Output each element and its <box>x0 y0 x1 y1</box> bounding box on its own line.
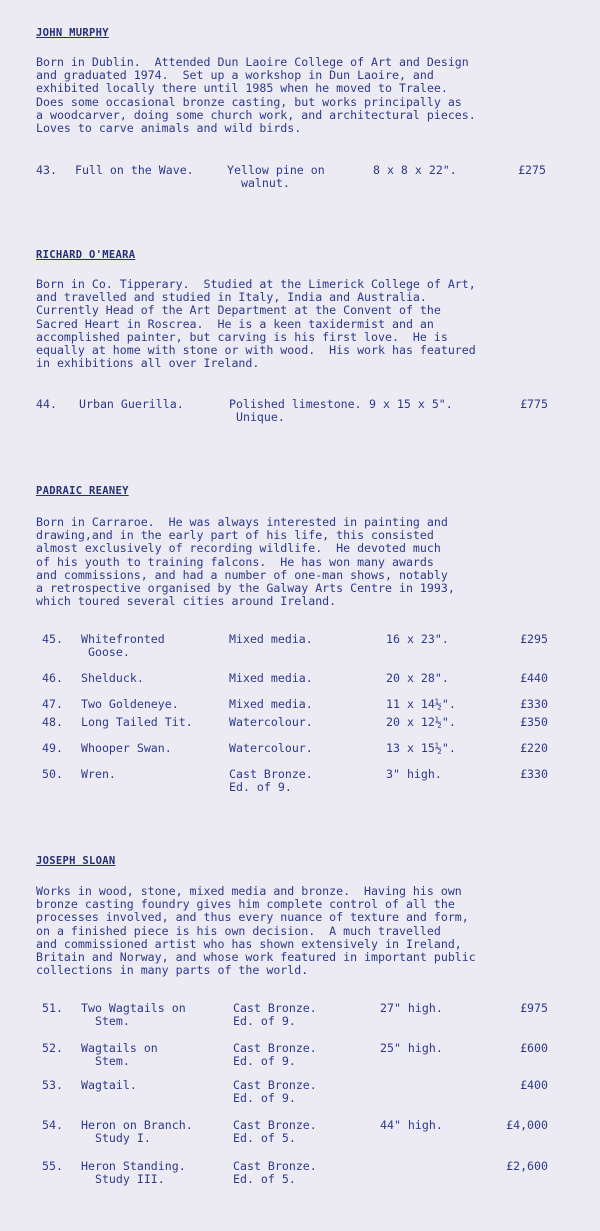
bio-line: accomplished painter, but carving is his first love. He is <box>36 329 448 344</box>
work-title-line: Wren. <box>81 767 116 781</box>
work-medium <box>233 1079 317 1106</box>
work-medium-line: Mixed media. <box>229 632 313 646</box>
artist-name: JOHN MURPHY <box>36 27 109 39</box>
work-medium-line: Watercolour. <box>229 741 313 755</box>
bio-line: bronze casting foundry gives him complete control of all the <box>36 897 455 912</box>
artist-bio <box>36 56 566 135</box>
work-medium-line: Mixed media. <box>229 671 313 685</box>
work-number: 53. <box>42 1078 63 1092</box>
work-number: 51. <box>42 1001 63 1015</box>
work-medium-line: Ed. of 9. <box>229 780 292 795</box>
work-number: 47. <box>42 697 63 711</box>
artist-bio <box>36 885 566 977</box>
work-medium <box>233 1042 317 1069</box>
work-title-line: Long Tailed Tit. <box>81 715 193 729</box>
work-medium-line: Ed. of 9. <box>233 1091 296 1106</box>
work-number: 55. <box>42 1159 63 1173</box>
bio-line: a retrospective organised by the Galway Arts Centre in 1993, <box>36 581 455 596</box>
artist-bio <box>36 278 566 370</box>
work-title <box>81 742 172 755</box>
work-medium <box>229 716 313 729</box>
bio-line: and travelled and studied in Italy, India and Australia. <box>36 290 427 305</box>
bio-line: Currently Head of the Art Department at the Convent of the <box>36 303 441 318</box>
work-price: £600 <box>520 1041 548 1055</box>
work-medium <box>229 698 313 711</box>
work-medium <box>227 164 325 191</box>
artist-bio <box>36 516 566 608</box>
artist-name: PADRAIC REANEY <box>36 485 129 497</box>
artist-name: JOSEPH SLOAN <box>36 855 116 867</box>
bio-line: which toured several cities around Ireland. <box>36 594 337 609</box>
work-title-line: Two Wagtails on <box>81 1001 186 1015</box>
bio-line: and commissioned artist who has shown extensively in Ireland, <box>36 936 462 951</box>
work-title-line: Shelduck. <box>81 671 144 685</box>
work-medium <box>233 1119 317 1146</box>
work-number: 44. <box>36 397 57 411</box>
work-title <box>81 1119 193 1146</box>
bio-line: Sacred Heart in Roscrea. He is a keen taxidermist and an <box>36 316 434 331</box>
work-medium-line: Ed. of 5. <box>233 1172 296 1187</box>
work-price: £400 <box>520 1078 548 1092</box>
work-number: 43. <box>36 163 57 177</box>
work-title-line: Heron on Branch. <box>81 1118 193 1132</box>
work-title <box>81 716 193 729</box>
bio-line: collections in many parts of the world. <box>36 963 309 978</box>
work-title-line: Heron Standing. <box>81 1159 186 1173</box>
work-size: 11 x 14½". <box>386 697 456 711</box>
work-title <box>81 1079 137 1092</box>
work-size: 13 x 15½". <box>386 741 456 755</box>
work-medium-line: Watercolour. <box>229 715 313 729</box>
work-medium <box>229 398 362 425</box>
work-title-line: Wagtails on <box>81 1041 158 1055</box>
work-number: 52. <box>42 1041 63 1055</box>
work-number: 45. <box>42 632 63 646</box>
work-price: £330 <box>520 697 548 711</box>
work-medium <box>233 1160 317 1187</box>
work-title <box>81 768 116 781</box>
work-number: 46. <box>42 671 63 685</box>
work-size: 44" high. <box>380 1118 443 1132</box>
work-title <box>81 1160 186 1187</box>
work-medium-line: Cast Bronze. <box>233 1159 317 1173</box>
bio-line: Loves to carve animals and wild birds. <box>36 121 302 136</box>
work-size: 9 x 15 x 5". <box>369 397 453 411</box>
work-size: 27" high. <box>380 1001 443 1015</box>
bio-line: in exhibitions all over Ireland. <box>36 356 260 371</box>
bio-line: Britain and Norway, and whose work featured in important public <box>36 950 476 965</box>
bio-line: and graduated 1974. Set up a workshop in Dun Laoire, and <box>36 68 434 83</box>
bio-line: processes involved, and thus every nuance of texture and form, <box>36 910 469 925</box>
work-number: 49. <box>42 741 63 755</box>
bio-line: on a finished piece is his own decision. A much travelled <box>36 923 441 938</box>
bio-line: Works in wood, stone, mixed media and bronze. Having his own <box>36 884 462 898</box>
bio-line: almost exclusively of recording wildlife. He devoted much <box>36 541 441 556</box>
work-title-line: Urban Guerilla. <box>79 397 184 411</box>
work-medium-line: Ed. of 5. <box>233 1131 296 1146</box>
work-price: £975 <box>520 1001 548 1015</box>
work-price: £275 <box>518 163 546 177</box>
work-title-line: Goose. <box>81 645 130 660</box>
bio-line: Born in Dublin. Attended Dun Laoire College of Art and Design <box>36 55 469 69</box>
bio-line: equally at home with stone or with wood. His work has featured <box>36 343 476 358</box>
work-medium-line: Mixed media. <box>229 697 313 711</box>
bio-line: Born in Carraroe. He was always interested in painting and <box>36 515 448 529</box>
work-title-line: Full on the Wave. <box>75 163 194 177</box>
work-size: 8 x 8 x 22". <box>373 163 457 177</box>
work-medium-line: Cast Bronze. <box>233 1078 317 1092</box>
work-title-line: Stem. <box>81 1014 130 1029</box>
work-price: £220 <box>520 741 548 755</box>
bio-line: Does some occasional bronze casting, but works principally as <box>36 94 462 109</box>
work-medium <box>229 672 313 685</box>
bio-line: and commissions, and had a number of one-man shows, notably <box>36 567 448 582</box>
work-price: £4,000 <box>506 1118 548 1132</box>
work-medium-line: Cast Bronze. <box>229 767 313 781</box>
work-price: £440 <box>520 671 548 685</box>
work-medium-line: Polished limestone. <box>229 397 362 411</box>
work-medium <box>229 633 313 646</box>
bio-line: Born in Co. Tipperary. Studied at the Limerick College of Art, <box>36 277 476 291</box>
work-medium <box>233 1002 317 1029</box>
work-medium-line: Ed. of 9. <box>233 1014 296 1029</box>
work-title-line: Study III. <box>81 1172 165 1187</box>
work-title <box>81 672 144 685</box>
work-medium <box>229 768 313 795</box>
work-title-line: Study I. <box>81 1131 151 1146</box>
work-title <box>81 1042 158 1069</box>
work-medium-line: Ed. of 9. <box>233 1054 296 1069</box>
work-number: 50. <box>42 767 63 781</box>
work-number: 48. <box>42 715 63 729</box>
work-size: 3" high. <box>386 767 442 781</box>
work-title <box>79 398 184 411</box>
work-size: 20 x 28". <box>386 671 449 685</box>
work-title <box>81 1002 186 1029</box>
work-title <box>81 633 165 660</box>
bio-line: drawing,and in the early part of his life, this consisted <box>36 528 434 543</box>
work-medium-line: Unique. <box>229 410 285 425</box>
work-price: £775 <box>520 397 548 411</box>
work-title-line: Whooper Swan. <box>81 741 172 755</box>
work-title <box>81 698 179 711</box>
work-medium-line: Cast Bronze. <box>233 1001 317 1015</box>
work-number: 54. <box>42 1118 63 1132</box>
work-medium-line: walnut. <box>227 176 290 191</box>
work-price: £330 <box>520 767 548 781</box>
work-medium <box>229 742 313 755</box>
work-medium-line: Cast Bronze. <box>233 1041 317 1055</box>
work-price: £350 <box>520 715 548 729</box>
work-medium-line: Yellow pine on <box>227 163 325 177</box>
work-medium-line: Cast Bronze. <box>233 1118 317 1132</box>
work-title-line: Wagtail. <box>81 1078 137 1092</box>
work-size: 16 x 23". <box>386 632 449 646</box>
artist-name: RICHARD O'MEARA <box>36 249 136 261</box>
work-price: £2,600 <box>506 1159 548 1173</box>
bio-line: of his youth to training falcons. He has won many awards <box>36 554 434 569</box>
bio-line: exhibited locally there until 1985 when he moved to Tralee. <box>36 81 448 96</box>
work-title <box>75 164 194 177</box>
work-title-line: Two Goldeneye. <box>81 697 179 711</box>
bio-line: a woodcarver, doing some church work, and architectural pieces. <box>36 107 476 122</box>
work-price: £295 <box>520 632 548 646</box>
work-title-line: Stem. <box>81 1054 130 1069</box>
work-size: 25" high. <box>380 1041 443 1055</box>
work-size: 20 x 12½". <box>386 715 456 729</box>
work-title-line: Whitefronted <box>81 632 165 646</box>
